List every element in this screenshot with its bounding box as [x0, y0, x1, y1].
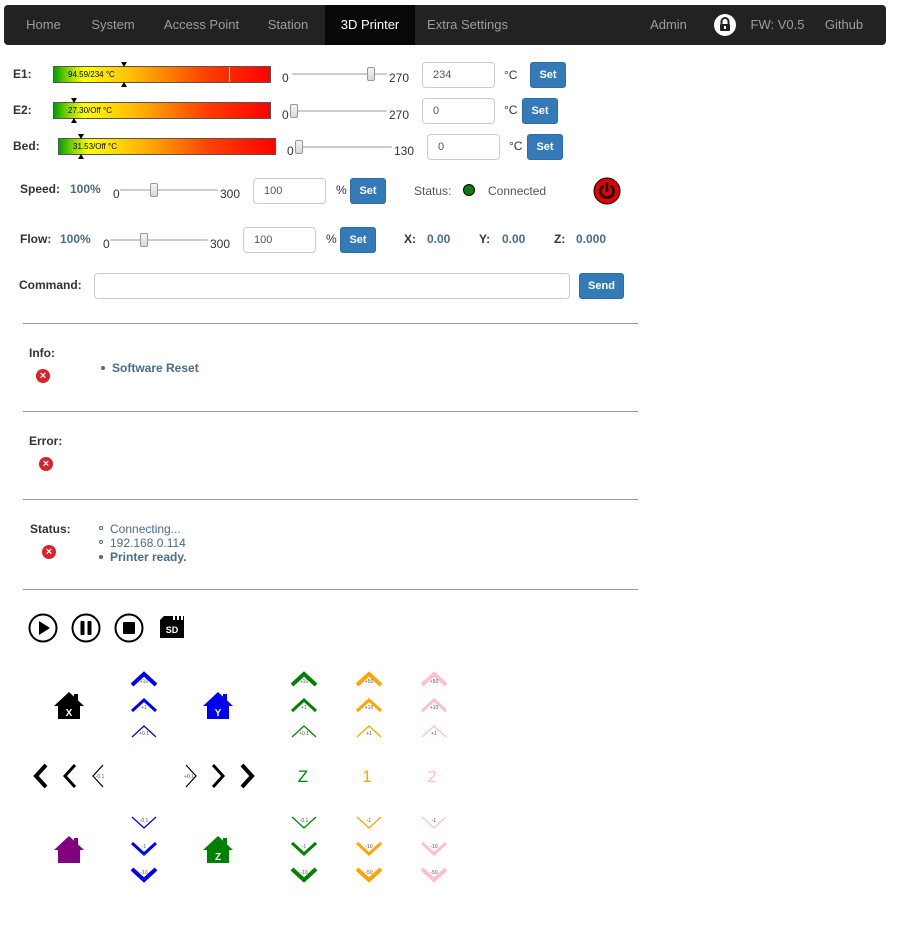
z-axis-label: Z [297, 767, 309, 786]
error-clear-icon[interactable]: × [39, 457, 53, 471]
x-left-arrow[interactable] [90, 763, 106, 789]
e2-temp-text: 27.30/Off °C [68, 106, 112, 115]
e1-down-arrow-step: -10 [365, 844, 373, 850]
e1-down-arrow[interactable] [355, 815, 383, 831]
pause-icon[interactable] [71, 613, 101, 643]
divider [23, 499, 638, 500]
e1-up-arrow[interactable] [355, 671, 383, 687]
nav-firmware[interactable]: FW: V0.5 [750, 17, 805, 32]
z-down-arrow-step: -0.1 [299, 818, 309, 824]
e1-unit: °C [504, 68, 518, 82]
e1-up-arrow-step: +10 [364, 705, 374, 711]
speed-set-button[interactable]: Set [350, 178, 386, 204]
info-label: Info: [29, 346, 55, 360]
nav-extra-settings[interactable]: Extra Settings [427, 17, 508, 32]
home-z-icon[interactable] [202, 834, 234, 864]
flow-slider-min: 0 [103, 237, 110, 251]
z-up-arrow-step: +10 [299, 679, 309, 685]
extruder-2-label: 2 [427, 767, 437, 786]
z-up-arrow-step: +0.1 [299, 731, 309, 737]
speed-percent: 100% [70, 182, 101, 196]
flow-slider-thumb[interactable] [140, 233, 148, 247]
command-label: Command: [19, 278, 82, 292]
e2-current-marker [71, 118, 77, 123]
y-up-arrow-step: +0.1 [139, 731, 149, 737]
status-log-item: Connecting... [110, 522, 181, 536]
e1-temp-text: 94.59/234 °C [68, 70, 115, 79]
divider [23, 589, 638, 590]
speed-slider-max: 300 [220, 187, 241, 201]
flow-input[interactable] [243, 227, 316, 253]
e2-slider-max: 270 [389, 108, 410, 122]
speed-slider-min: 0 [113, 187, 120, 201]
y-down-arrow-step: -0.1 [139, 818, 149, 824]
x-left-arrow-step: -0.1 [95, 774, 105, 780]
speed-unit: % [336, 183, 347, 197]
sd-card-icon[interactable] [159, 615, 185, 639]
extruder-1-label: 1 [362, 767, 372, 786]
e2-down-arrow-step: -50 [430, 870, 438, 876]
y-pos-value: 0.00 [502, 232, 526, 246]
e1-slider-thumb[interactable] [367, 67, 375, 81]
nav-3d-printer[interactable]: 3D Printer [325, 5, 415, 45]
nav-station[interactable]: Station [267, 17, 309, 32]
e2-up-arrow[interactable] [420, 697, 448, 713]
home-y-icon[interactable] [202, 690, 234, 720]
x-left-arrow[interactable] [62, 763, 78, 789]
bed-target-marker [78, 134, 84, 139]
status-log-item: 192.168.0.114 [110, 536, 186, 550]
status-clear-icon[interactable]: × [42, 545, 56, 559]
x-right-arrow[interactable] [210, 763, 226, 789]
e1-target-line [229, 67, 230, 82]
e1-label: E1: [13, 67, 32, 81]
flow-unit: % [326, 232, 337, 246]
x-pos-label: X: [404, 232, 416, 246]
y-up-arrow[interactable] [130, 671, 158, 687]
e2-up-arrow[interactable] [420, 671, 448, 687]
e2-up-arrow-step: +10 [429, 705, 439, 711]
z-up-arrow-step: +1 [301, 705, 307, 711]
flow-label: Flow: [20, 232, 52, 246]
e2-up-arrow-step: +50 [429, 679, 439, 685]
e1-temp-bar [53, 66, 271, 83]
e2-down-arrow[interactable] [420, 841, 448, 857]
flow-slider[interactable] [110, 233, 208, 247]
status-log-item: Printer ready. [110, 550, 186, 564]
e1-current-marker [121, 82, 127, 87]
e1-down-arrow[interactable] [355, 867, 383, 883]
speed-slider-thumb[interactable] [150, 183, 158, 197]
bed-set-button[interactable]: Set [527, 134, 563, 160]
e1-down-arrow[interactable] [355, 841, 383, 857]
send-button[interactable]: Send [579, 273, 624, 299]
e2-down-arrow-step: -10 [430, 844, 438, 850]
e1-up-arrow-step: +1 [366, 731, 372, 737]
y-down-arrow[interactable] [130, 867, 158, 883]
e2-temp-slider[interactable] [290, 104, 387, 118]
bed-slider-min: 0 [287, 144, 294, 158]
home-x-icon[interactable] [53, 690, 85, 720]
connection-indicator [463, 184, 475, 196]
e2-set-button[interactable]: Set [522, 98, 558, 124]
y-down-arrow[interactable] [130, 841, 158, 857]
status-log-label: Status: [30, 522, 71, 536]
e2-temp-bar [53, 102, 271, 119]
e1-target-marker [121, 62, 127, 67]
x-right-arrow[interactable] [239, 763, 255, 789]
y-down-arrow-step: -10 [140, 870, 148, 876]
divider [23, 323, 638, 324]
x-left-arrow[interactable] [33, 763, 49, 789]
svg-text:X: X [65, 708, 73, 719]
command-input[interactable] [94, 273, 570, 299]
bed-temp-input[interactable] [427, 134, 500, 160]
nav-access-point[interactable]: Access Point [163, 17, 240, 32]
connection-status-label: Status: [414, 184, 452, 198]
e2-slider-thumb[interactable] [290, 104, 298, 118]
nav-system[interactable]: System [91, 17, 135, 32]
z-pos-value: 0.000 [576, 232, 607, 246]
e1-up-arrow[interactable] [355, 723, 383, 739]
x-right-arrow-step: +0.1 [184, 774, 194, 780]
e2-down-arrow[interactable] [420, 815, 448, 831]
e2-slider-min: 0 [282, 108, 289, 122]
play-icon[interactable] [28, 613, 58, 643]
divider [23, 411, 638, 412]
z-up-arrow[interactable] [290, 697, 318, 713]
connection-status-value: Connected [488, 184, 547, 198]
e1-slider-min: 0 [282, 71, 289, 85]
z-up-arrow[interactable] [290, 723, 318, 739]
e1-up-arrow[interactable] [355, 697, 383, 713]
bed-unit: °C [509, 139, 523, 153]
z-down-arrow[interactable] [290, 867, 318, 883]
info-clear-icon[interactable]: × [36, 369, 50, 383]
svg-text:SD: SD [165, 625, 179, 635]
z-pos-label: Z: [554, 232, 566, 246]
nav-admin[interactable]: Admin [650, 17, 687, 32]
svg-text:Z: Z [214, 852, 222, 863]
power-icon[interactable] [593, 177, 621, 205]
bed-slider-thumb[interactable] [295, 140, 303, 154]
lock-icon[interactable] [713, 13, 737, 37]
flow-slider-max: 300 [210, 237, 231, 251]
e1-down-arrow-step: -50 [365, 870, 373, 876]
y-down-arrow-step: -1 [141, 844, 147, 850]
e2-down-arrow-step: -1 [431, 818, 437, 824]
speed-label: Speed: [20, 182, 61, 196]
svg-text:Y: Y [214, 708, 222, 719]
y-up-arrow-step: +10 [139, 679, 149, 685]
y-down-arrow[interactable] [130, 815, 158, 831]
x-right-arrow[interactable] [183, 763, 199, 789]
speed-input[interactable] [253, 178, 326, 204]
x-pos-value: 0.00 [427, 232, 451, 246]
nav-github[interactable]: Github [824, 17, 864, 32]
navbar [4, 5, 886, 45]
bed-temp-bar [58, 138, 276, 155]
e1-up-arrow-step: +50 [364, 679, 374, 685]
e2-unit: °C [504, 103, 518, 117]
e2-label: E2: [13, 103, 32, 117]
y-pos-label: Y: [479, 232, 491, 246]
nav-home[interactable]: Home [26, 17, 61, 32]
home-all-icon[interactable] [53, 834, 85, 864]
e1-temp-slider[interactable] [292, 67, 387, 81]
e2-up-arrow-step: +1 [431, 731, 437, 737]
e2-down-arrow[interactable] [420, 867, 448, 883]
z-down-arrow[interactable] [290, 841, 318, 857]
e1-set-button[interactable]: Set [530, 62, 566, 88]
stop-icon[interactable] [114, 613, 144, 643]
bed-temp-slider[interactable] [295, 140, 392, 154]
speed-slider[interactable] [120, 183, 218, 197]
e1-down-arrow-step: -1 [366, 818, 372, 824]
error-label: Error: [29, 434, 63, 448]
z-down-arrow-step: -1 [301, 844, 307, 850]
e2-temp-input[interactable] [422, 98, 495, 124]
e1-temp-input[interactable] [422, 62, 495, 88]
e2-up-arrow[interactable] [420, 723, 448, 739]
bed-temp-text: 31.53/Off °C [73, 142, 117, 151]
bed-slider-max: 130 [394, 144, 415, 158]
y-up-arrow[interactable] [130, 697, 158, 713]
z-down-arrow[interactable] [290, 815, 318, 831]
e2-target-marker [71, 98, 77, 103]
bed-current-marker [78, 154, 84, 159]
info-item: Software Reset [112, 361, 199, 375]
bed-label: Bed: [13, 139, 40, 153]
flow-set-button[interactable]: Set [340, 227, 376, 253]
e1-slider-max: 270 [389, 71, 410, 85]
z-down-arrow-step: -10 [300, 870, 308, 876]
y-up-arrow-step: +1 [141, 705, 147, 711]
y-up-arrow[interactable] [130, 723, 158, 739]
flow-percent: 100% [60, 232, 91, 246]
z-up-arrow[interactable] [290, 671, 318, 687]
